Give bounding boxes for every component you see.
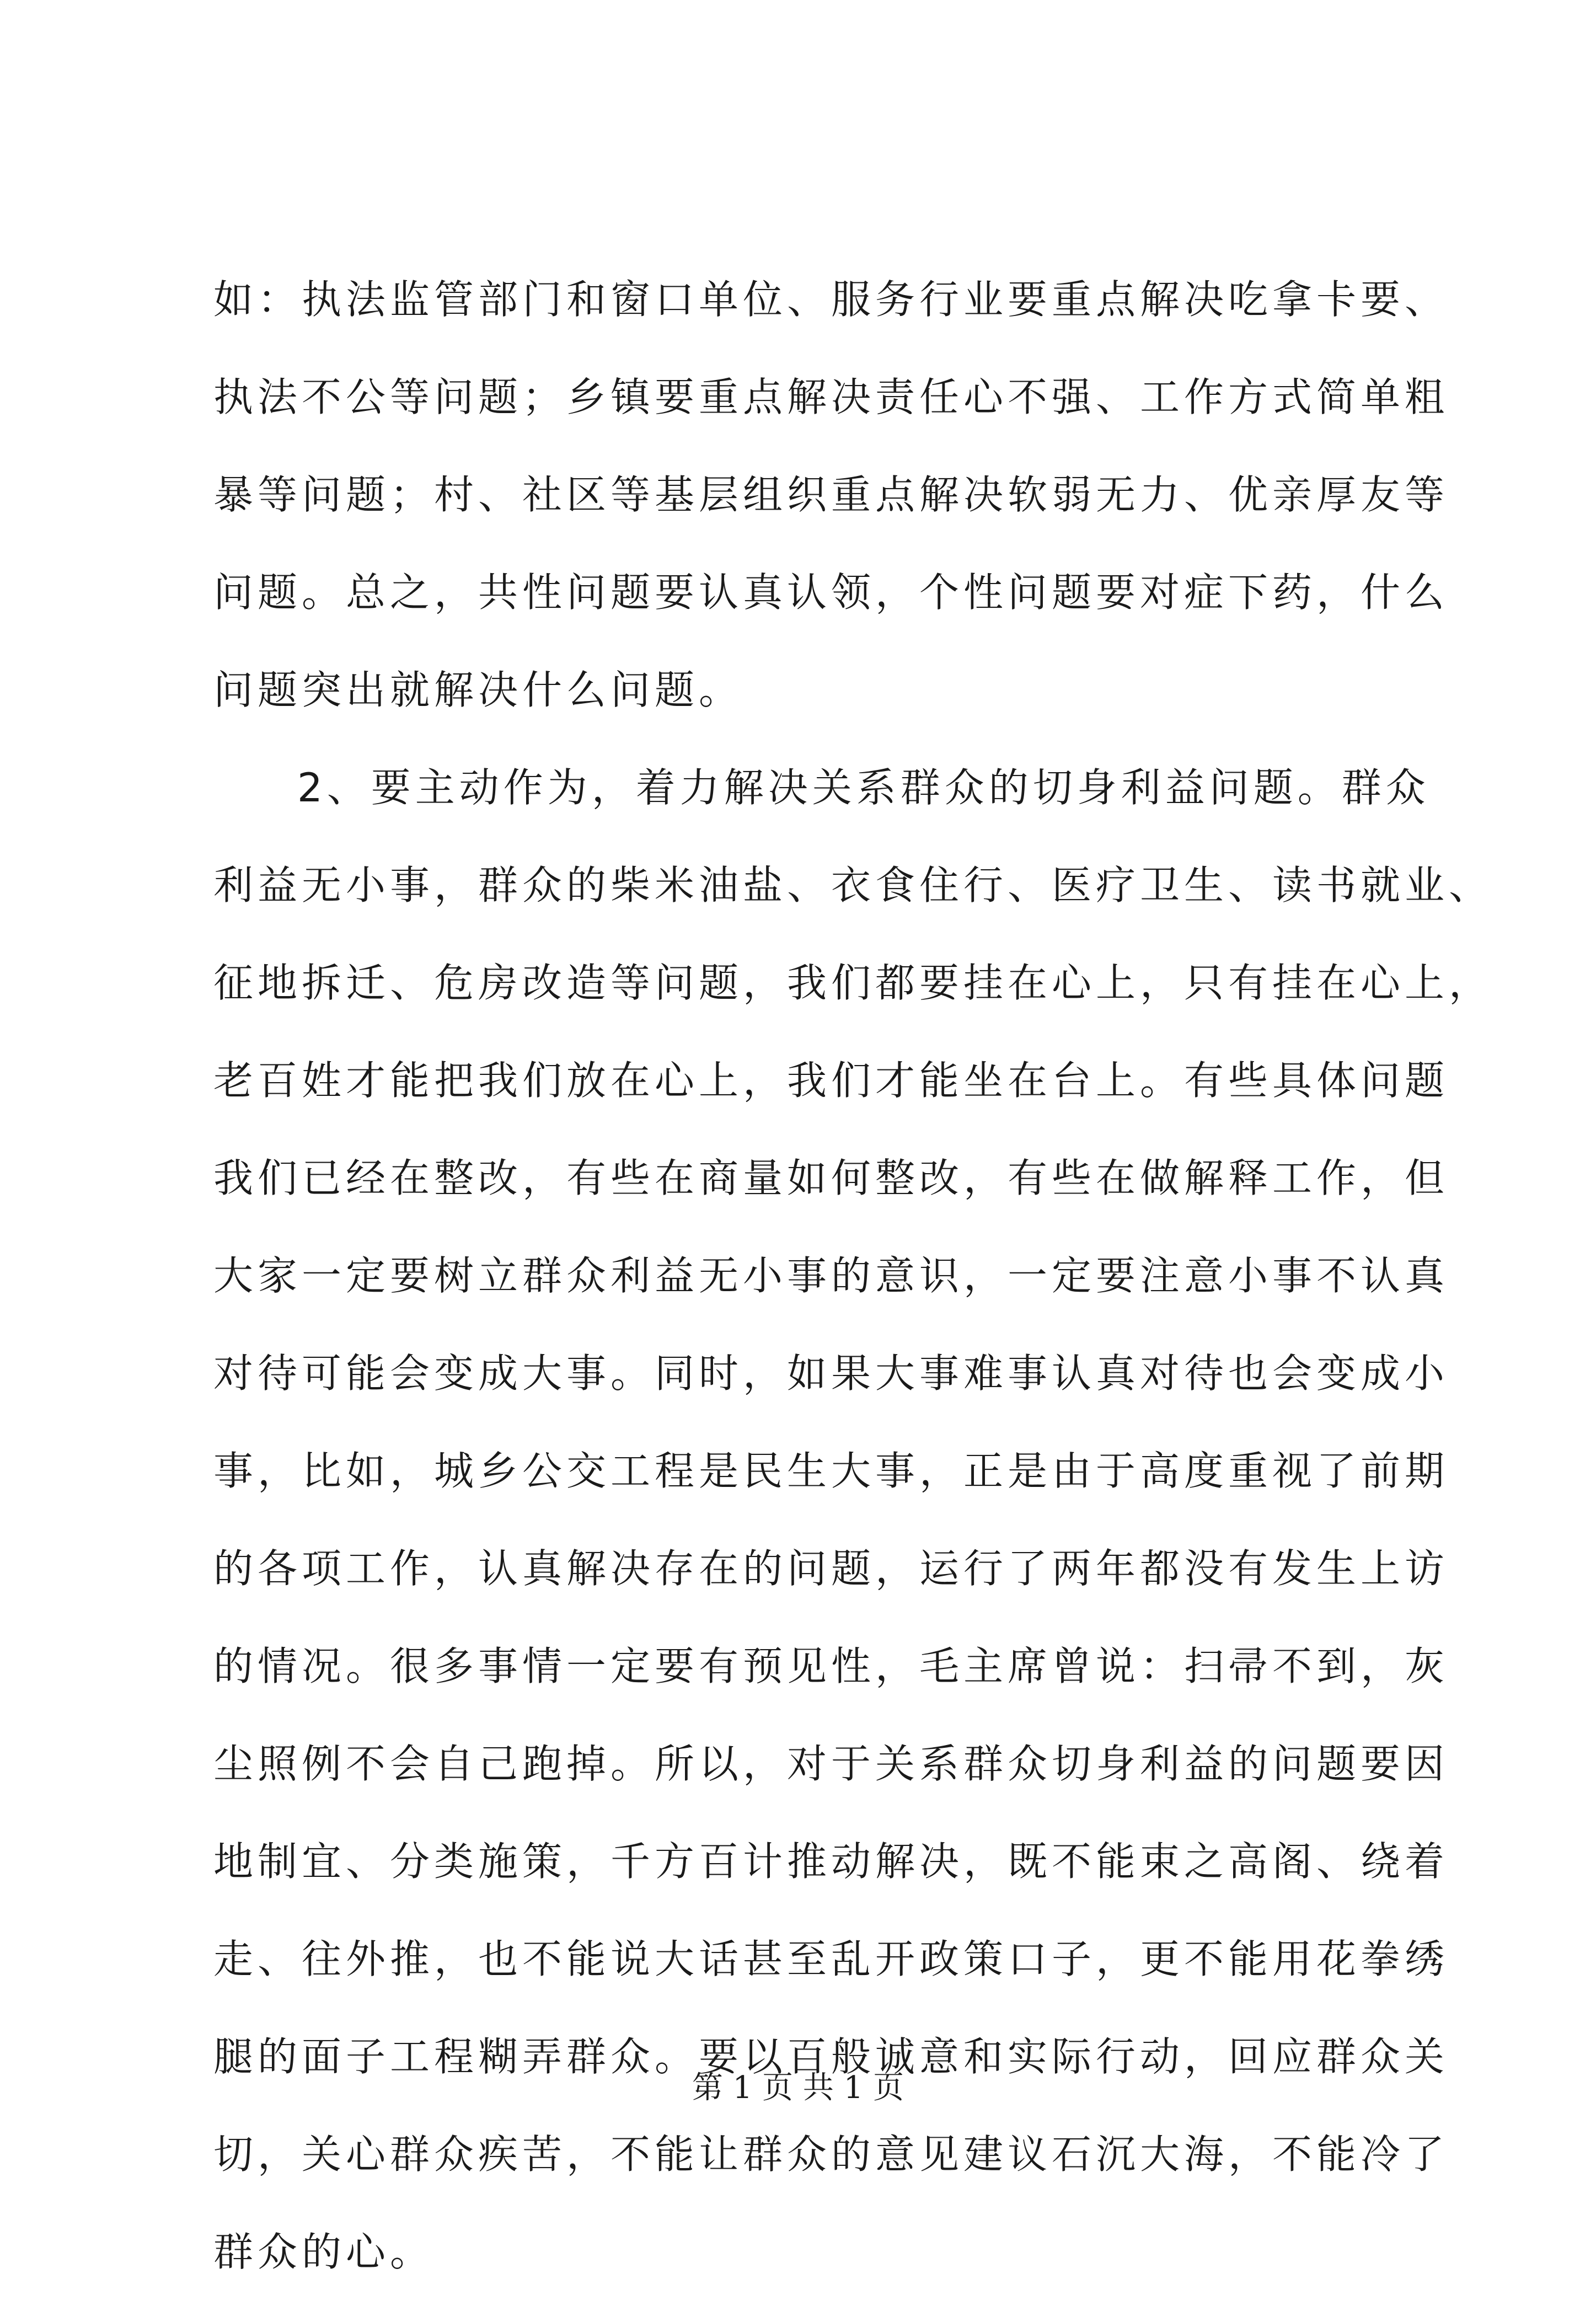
text-line: 问题突出就解决什么问题。 [213, 667, 743, 713]
text-line: 我们已经在整改，有些在商量如何整改，有些在做解释工作，但 [213, 1155, 1449, 1201]
text-line: 尘照例不会自己跑掉。所以，对于关系群众切身利益的问题要因 [213, 1741, 1449, 1787]
text-line: 执法不公等问题；乡镇要重点解决责任心不强、工作方式简单粗 [213, 374, 1449, 420]
text-line: 的情况。很多事情一定要有预见性，毛主席曾说：扫帚不到，灰 [213, 1643, 1449, 1689]
text-line: 群众的心。 [213, 2229, 435, 2275]
text-line: 对待可能会变成大事。同时，如果大事难事认真对待也会变成小 [213, 1350, 1449, 1396]
text-line: 利益无小事，群众的柴米油盐、衣食住行、医疗卫生、读书就业、 [213, 862, 1493, 908]
text-line: 暴等问题；村、社区等基层组织重点解决软弱无力、优亲厚友等 [213, 472, 1449, 518]
paragraph-1 [213, 251, 1449, 739]
text-line: 如：执法监管部门和窗口单位、服务行业要重点解决吃拿卡要、 [213, 276, 1449, 323]
text-line: 的各项工作，认真解决存在的问题，运行了两年都没有发生上访 [213, 1545, 1449, 1592]
text-line: 大家一定要树立群众利益无小事的意识，一定要注意小事不认真 [213, 1253, 1449, 1299]
document-body [213, 251, 1493, 2301]
text-line: 老百姓才能把我们放在心上，我们才能坐在台上。有些具体问题 [213, 1057, 1449, 1104]
text-line: 腿的面子工程糊弄群众。要以百般诚意和实际行动，回应群众关 [213, 2034, 1449, 2080]
text-line: 事，比如，城乡公交工程是民生大事，正是由于高度重视了前期 [213, 1448, 1449, 1494]
text-line: 2、要主动作为，着力解决关系群众的切身利益问题。群众 [297, 764, 1430, 811]
page-footer: 第 1 页 共 1 页 [692, 2070, 904, 2106]
text-line: 切，关心群众疾苦，不能让群众的意见建议石沉大海，不能冷了 [213, 2131, 1449, 2177]
text-line: 地制宜、分类施策，千方百计推动解决，既不能束之高阁、绕着 [213, 1838, 1449, 1885]
text-line: 走、往外推，也不能说大话甚至乱开政策口子，更不能用花拳绣 [213, 1936, 1449, 1982]
text-line: 问题。总之，共性问题要认真认领，个性问题要对症下药，什么 [213, 569, 1449, 616]
text-line: 征地拆迁、危房改造等问题，我们都要挂在心上，只有挂在心上， [213, 960, 1493, 1006]
